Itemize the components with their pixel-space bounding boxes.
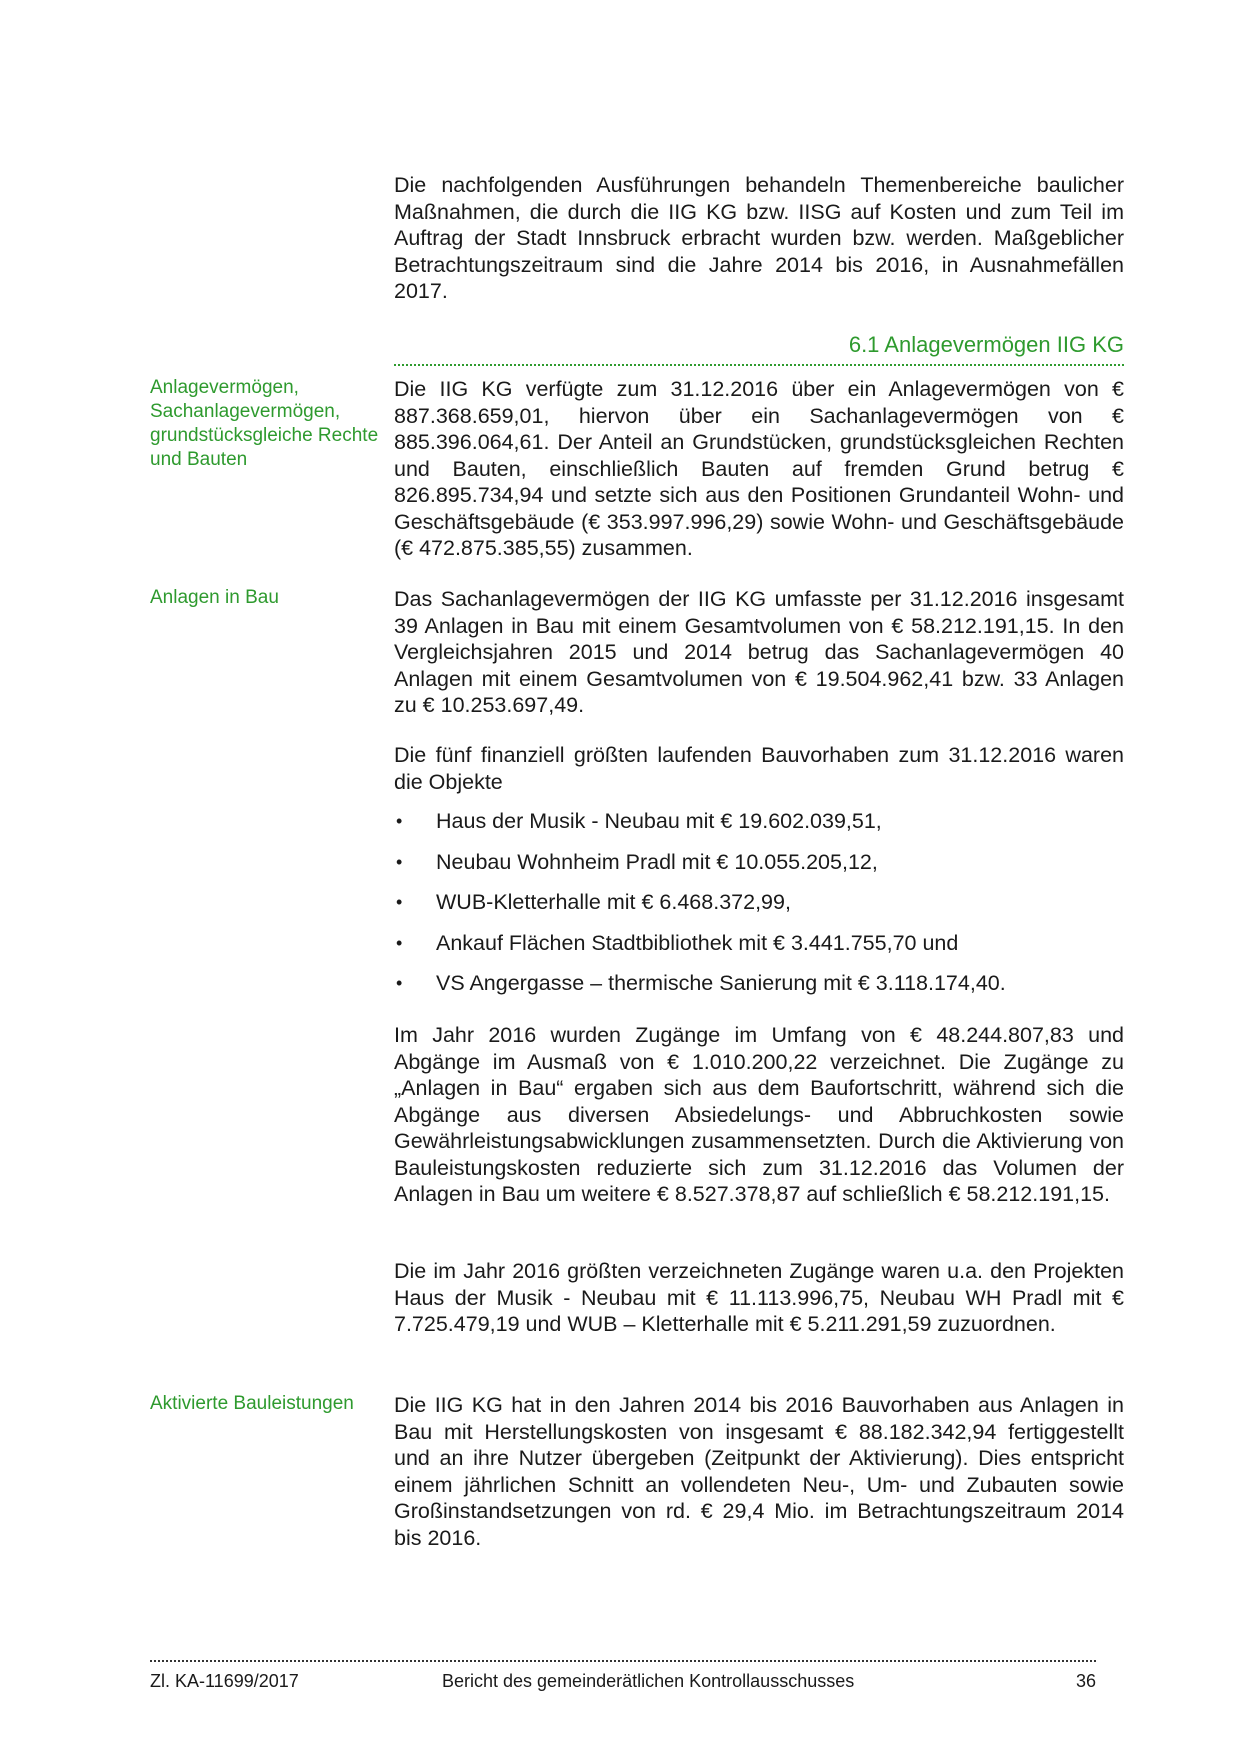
bullet-icon: • [396,892,403,912]
bullet-icon: • [396,973,403,993]
section-heading: 6.1 Anlagevermögen IIG KG [848,332,1124,357]
paragraph-anlagen-in-bau [394,586,1124,719]
paragraph-bauvorhaben [394,742,1124,795]
intro-paragraph [394,172,1124,305]
intro-text: Die nachfolgenden Ausführungen behandeln Themenbereiche baulicher Maßnahmen, die durch die IIG KG bzw. IISG auf Kosten und zum Teil im Auftrag der Stadt Innsbruck erbracht wurden bzw. werden. Maßgeblicher Betrachtungszeitraum sind die Jahre 2014 bis 2016, in Ausnahmefällen 2017. [394,173,1124,303]
bullet-list [394,808,1124,997]
paragraph-text: Die im Jahr 2016 größten verzeichneten Zugänge waren u.a. den Projekten Haus der Musik - Neubau mit € 11.113.996,75, Neubau WH Pradl mit € 7.725.479,19 und WUB – Kletterhalle mit € 5.211.291,59 zuzuordnen. [394,1259,1124,1336]
list-item [394,930,1124,957]
list-item [394,889,1124,916]
bullet-icon: • [396,851,403,872]
list-item [394,808,1124,835]
bullet-icon: • [396,811,403,831]
list-item-text: Haus der Musik - Neubau mit € 19.602.039,51, [436,809,882,833]
list-item-text: VS Angergasse – thermische Sanierung mit € 3.118.174,40. [436,971,1006,995]
footer-report-title: Bericht des gemeinderätlichen Kontrollausschusses [442,1671,855,1691]
paragraph-text: Die IIG KG verfügte zum 31.12.2016 über ein Anlagevermögen von € 887.368.659,01, hiervon über ein Sachanlagevermögen von € 885.396.064,61. Der Anteil an Grundstücken, grundstücksgleichen Rechten und Bauten, einschließlich Bauten auf fremden Grund betrug € 826.895.734,94 und setzte sich aus den Positionen Grundanteil Wohn- und Geschäftsgebäude (€ 353.997.996,29) sowie Wohn- und Geschäftsgebäude (€ 472.875.385,55) zusammen. [394,377,1124,560]
list-item-text: Neubau Wohnheim Pradl mit € 10.055.205,12, [436,849,878,874]
paragraph-zugaenge [394,1022,1124,1208]
list-item [394,970,1124,997]
page-number: 36 [1075,1671,1096,1691]
bullet-icon: • [396,932,403,953]
paragraph-text: Das Sachanlagevermögen der IIG KG umfasste per 31.12.2016 insgesamt 39 Anlagen in Bau mit einem Gesamtvolumen von € 58.212.191,15. In den Vergleichsjahren 2015 und 2014 betrug das Sachanlagevermögen 40 Anlagen mit einem Gesamtvolumen von € 19.504.962,41 bzw. 33 Anlagen zu € 10.253.697,49. [394,587,1124,717]
bullet-list-container [394,808,1124,1011]
section-heading-rule [394,364,1124,366]
footer-reference: Zl. KA-11699/2017 [150,1671,299,1691]
paragraph-aktivierte-bauleistungen [394,1392,1124,1551]
side-label-anlagevermoegen: Anlagevermögen, Sachanlagevermögen, grundstücksgleiche Rechte und Bauten [150,377,379,470]
paragraph-text: Die fünf finanziell größten laufenden Bauvorhaben zum 31.12.2016 waren die Objekte [394,743,1124,794]
paragraph-groesste-zugaenge [394,1258,1124,1338]
side-label-aktivierte-bauleistungen: Aktivierte Bauleistungen [150,1393,354,1414]
list-item-text: Ankauf Flächen Stadtbibliothek mit € 3.441.755,70 und [436,930,959,955]
paragraph-text: Im Jahr 2016 wurden Zugänge im Umfang von € 48.244.807,83 und Abgänge im Ausmaß von € 1.010.200,22 verzeichnet. Die Zugänge zu „Anlagen in Bau“ ergaben sich aus dem Baufortschritt, während sich die Abgänge aus diversen Absiedelungs- und Abbruchkosten sowie Gewährleistungsabwicklungen zusammensetzten. Durch die Aktivierung von Bauleistungskosten reduzierte sich zum 31.12.2016 das Volumen der Anlagen in Bau um weitere € 8.527.378,87 auf schließlich € 58.212.191,15. [394,1023,1124,1206]
footer-rule [150,1660,1096,1662]
list-item-text: WUB-Kletterhalle mit € 6.468.372,99, [436,890,791,914]
paragraph-text: Die IIG KG hat in den Jahren 2014 bis 2016 Bauvorhaben aus Anlagen in Bau mit Herstellungskosten von insgesamt € 88.182.342,94 fertiggestellt und an ihre Nutzer übergeben (Zeitpunkt der Aktivierung). Dies entspricht einem jährlichen Schnitt an vollendeten Neu-, Um- und Zubauten sowie Großinstandsetzungen von rd. € 29,4 Mio. im Betrachtungszeitraum 2014 bis 2016. [394,1393,1124,1550]
list-item [394,849,1124,876]
paragraph-anlagevermoegen [394,376,1124,562]
side-label-anlagen-in-bau: Anlagen in Bau [150,587,279,608]
